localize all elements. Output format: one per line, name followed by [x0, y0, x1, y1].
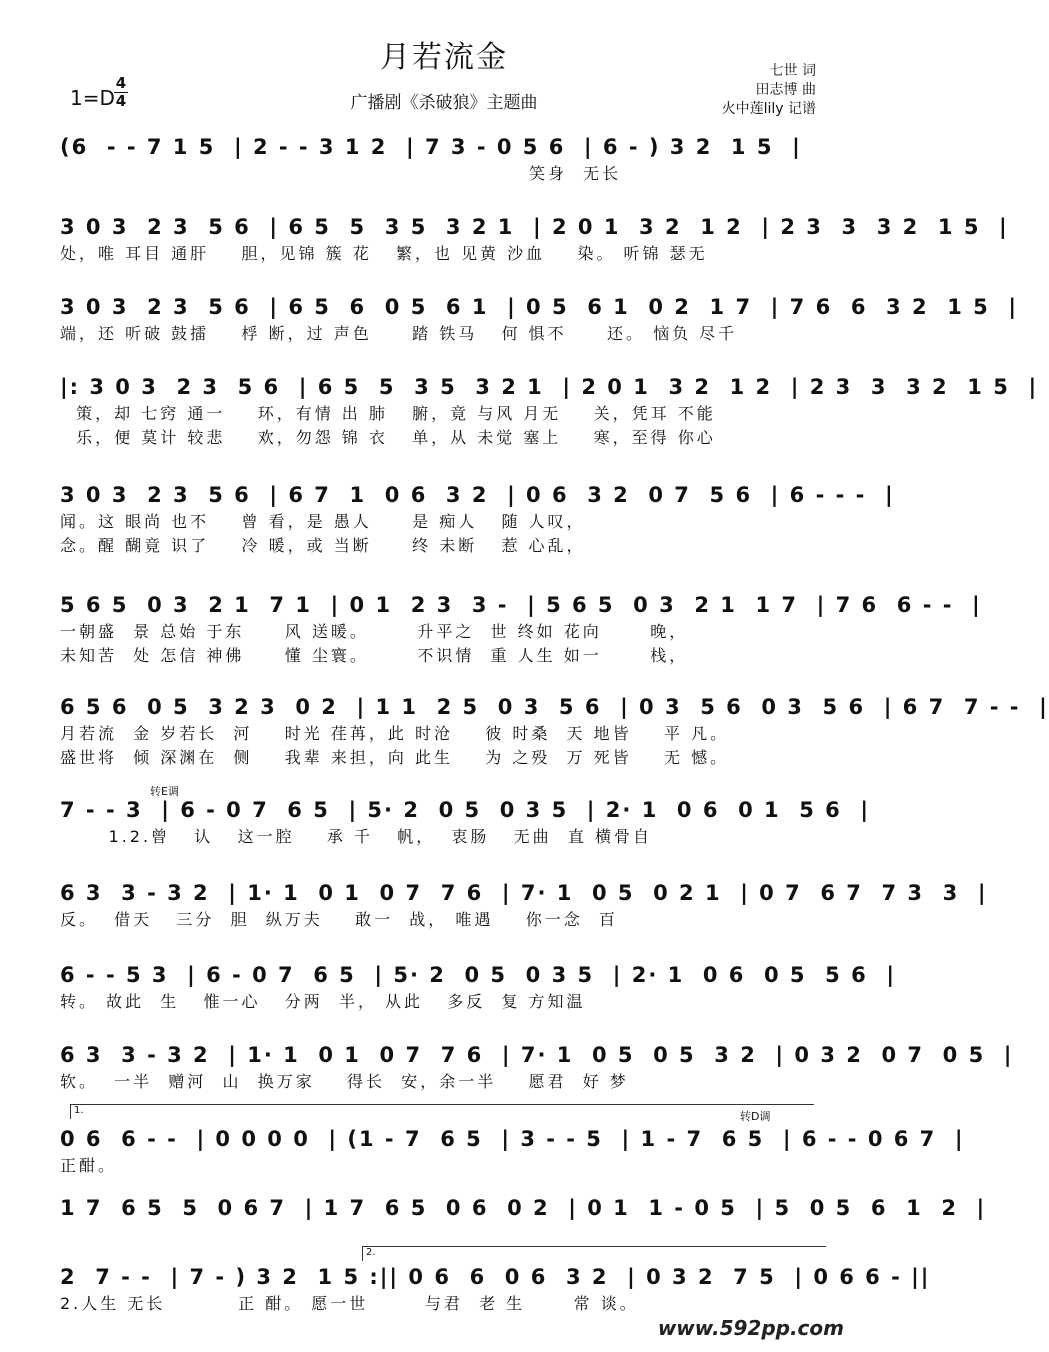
volta-1: 1. [70, 1104, 814, 1119]
lyric-line: 策，却 七窍 通一 环，有情 出 肺 腑，竟 与风 月无 关，凭耳 不能 [60, 404, 716, 423]
lyric-line: 端，还 听破 鼓擂 桴 断，过 声色 踏 铁马 何 惧不 还。 恼负 尽千 [60, 324, 738, 343]
lyric-line: 转。 故此 生 惟一心 分两 半， 从此 多反 复 方知温 [60, 992, 586, 1011]
jianpu-notes: 6 5 6 0 5 3 2 3 0 2 | 1 1 2 5 0 3 5 6 | 0 3 5 6 0 3 5 6 | 6 7 7 - - | [60, 695, 1049, 719]
score-row [60, 692, 1049, 770]
score-row [60, 1193, 987, 1247]
score-row [60, 960, 896, 1014]
lyric-line: 正酣。 [60, 1156, 118, 1175]
lyric-line: 一朝盛 景 总始 于东 风 送暖。 升平之 世 终如 花向 晚， [60, 622, 689, 641]
lyric-line: 未知苦 处 怎信 神佛 懂 尘寰。 不识情 重 人生 如一 栈， [60, 646, 689, 665]
lyric-line: 笑身 无长 [60, 164, 622, 183]
jianpu-notes: 2 7 - - | 7 - ) 3 2 1 5 :|| 0 6 6 0 6 3 2 | 0 3 2 7 5 | 0 6 6 - || [60, 1265, 931, 1289]
meter-top: 4 [115, 74, 127, 92]
score-row [60, 795, 871, 849]
jianpu-notes: 6 3 3 - 3 2 | 1· 1 0 1 0 7 7 6 | 7· 1 0 5 0 2 1 | 0 7 6 7 7 3 3 | [60, 881, 988, 905]
lyric-line: 1.2.曾 认 这一腔 承 千 帆， 衷肠 无曲 直 横骨自 [60, 827, 652, 846]
score-row [60, 292, 1019, 346]
score-row [60, 212, 1009, 266]
key-change-d: 转D调 [740, 1110, 771, 1123]
credits [722, 62, 816, 119]
subtitle: 广播剧《杀破狼》主题曲 [350, 93, 538, 113]
lyric-line: 软。 一半 赠河 山 换万家 得长 安，余一半 愿君 好 梦 [60, 1072, 629, 1091]
jianpu-notes: 0 6 6 - - | 0 0 0 0 | (1 - 7 6 5 | 3 - - 5 | 1 - 7 6 5 | 6 - - 0 6 7 | [60, 1127, 965, 1151]
meter-bottom: 4 [115, 92, 127, 110]
score-row [60, 1262, 931, 1316]
volta-2: 2. [362, 1246, 826, 1261]
lyric-line: 盛世将 倾 深渊在 侧 我辈 来担，向 此生 为 之殁 万 死皆 无 憾。 [60, 748, 730, 767]
jianpu-notes: 5 6 5 0 3 2 1 7 1 | 0 1 2 3 3 - | 5 6 5 0 3 2 1 1 7 | 7 6 6 - - | [60, 593, 982, 617]
jianpu-notes: 6 3 3 - 3 2 | 1· 1 0 1 0 7 7 6 | 7· 1 0 5 0 5 3 2 | 0 3 2 0 7 0 5 | [60, 1043, 1014, 1067]
credit-lyricist: 七世 词 [769, 63, 816, 79]
lyric-line: 反。 借天 三分 胆 纵万夫 敢一 战， 唯遇 你一念 百 [60, 910, 618, 929]
jianpu-notes: |: 3 0 3 2 3 5 6 | 6 5 5 3 5 3 2 1 | 2 0 1 3 2 1 2 | 2 3 3 3 2 1 5 | [60, 375, 1039, 399]
score-row [60, 878, 988, 932]
jianpu-notes: 1 7 6 5 5 0 6 7 | 1 7 6 5 0 6 0 2 | 0 1 1 - 0 5 | 5 0 5 6 1 2 | [60, 1196, 987, 1220]
lyric-line: 乐，便 莫计 较悲 欢，勿怨 锦 衣 单，从 未觉 塞上 寒，至得 你心 [60, 428, 716, 447]
lyric-line: 月若流 金 岁若长 河 时光 荏苒，此 时沧 彼 时桑 天 地皆 平 凡。 [60, 724, 730, 743]
score-row [60, 590, 982, 668]
lyric-line [60, 1223, 830, 1247]
jianpu-notes: (6 - - 7 1 5 | 2 - - 3 1 2 | 7 3 - 0 5 6 | 6 - ) 3 2 1 5 | [60, 135, 802, 159]
jianpu-notes: 3 0 3 2 3 5 6 | 6 7 1 0 6 3 2 | 0 6 3 2 0 7 5 6 | 6 - - - | [60, 483, 895, 507]
jianpu-notes: 7 - - 3 | 6 - 0 7 6 5 | 5· 2 0 5 0 3 5 | 2· 1 0 6 0 1 5 6 | [60, 798, 871, 822]
key-signature: 1=D [70, 86, 115, 110]
score-row [60, 132, 830, 186]
song-title: 月若流金 [380, 40, 508, 75]
jianpu-notes: 3 0 3 2 3 5 6 | 6 5 6 0 5 6 1 | 0 5 6 1 0 2 1 7 | 7 6 6 3 2 1 5 | [60, 295, 1019, 319]
credit-transcriber: 火中莲lily 记谱 [721, 101, 816, 117]
lyric-line: 2.人生 无长 正 酣。 愿一世 与君 老 生 常 谈。 [60, 1294, 639, 1313]
score-row [60, 1124, 965, 1178]
score-row [60, 480, 895, 558]
jianpu-notes: 6 - - 5 3 | 6 - 0 7 6 5 | 5· 2 0 5 0 3 5 | 2· 1 0 6 0 5 5 6 | [60, 963, 896, 987]
lyric-line: 念。醒 醐竟 识了 冷 暖，或 当断 终 未断 惹 心乱， [60, 536, 586, 555]
score-row [60, 1040, 1014, 1094]
credit-composer: 田志博 曲 [755, 82, 816, 98]
lyric-line: 处，唯 耳目 通肝 胆，见锦 簇 花 繁，也 见黄 沙血 染。 听锦 瑟无 [60, 244, 708, 263]
watermark: www.592pp.com [657, 1316, 844, 1340]
jianpu-notes: 3 0 3 2 3 5 6 | 6 5 5 3 5 3 2 1 | 2 0 1 3 2 1 2 | 2 3 3 3 2 1 5 | [60, 215, 1009, 239]
lyric-line: 闻。这 眼尚 也不 曾 看，是 愚人 是 痴人 随 人叹， [60, 512, 586, 531]
score-row [60, 372, 1039, 450]
key-change-e: 转E调 [150, 785, 179, 798]
